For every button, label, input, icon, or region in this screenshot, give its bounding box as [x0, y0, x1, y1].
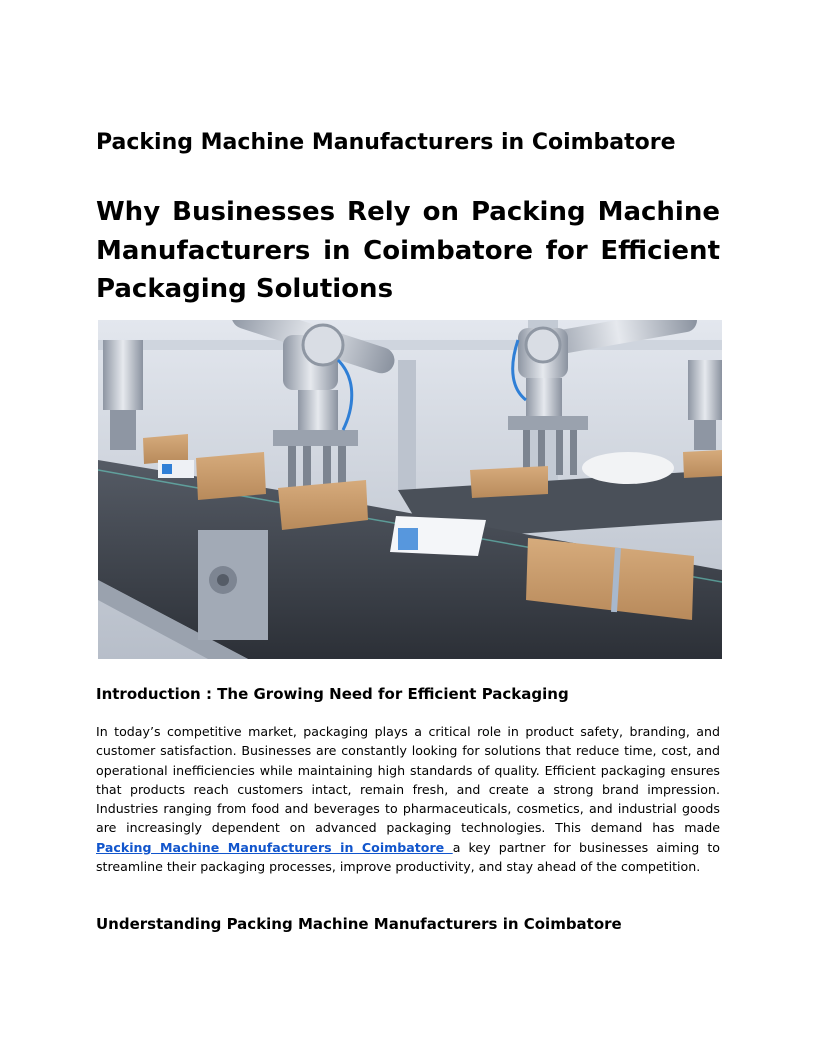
factory-packaging-line-photo [98, 320, 722, 659]
manufacturers-link[interactable]: Packing Machine Manufacturers in Coimbatore [96, 839, 453, 855]
page-title: Packing Machine Manufacturers in Coimbatore [96, 130, 676, 155]
intro-text-before-link: In today’s competitive market, packaging plays a critical role in product safety, branding, and customer satisfaction. Businesses are constantly looking for solutions that reduce time, cost, and operational inefficiencies while maintaining high standards of quality. Efficient packaging ensures that products reach customers intact, remain fresh, and create a strong brand impression. Industries ranging from food and beverages to pharmaceuticals, cosmetics, and industrial goods are increasingly dependent on advanced packaging technologies. This demand has made [96, 724, 720, 836]
intro-text-after-link: a key partner for businesses aiming to streamline their packaging processes, improve productivity, and stay ahead of the competition. [96, 839, 721, 875]
section2-heading: Understanding Packing Machine Manufacturers in Coimbatore [96, 915, 622, 933]
page-subtitle: Why Businesses Rely on Packing Machine Manufacturers in Coimbatore for Efficient Packaging Solutions [96, 197, 720, 304]
intro-heading: Introduction : The Growing Need for Efficient Packaging [96, 685, 569, 703]
intro-paragraph [96, 722, 720, 876]
